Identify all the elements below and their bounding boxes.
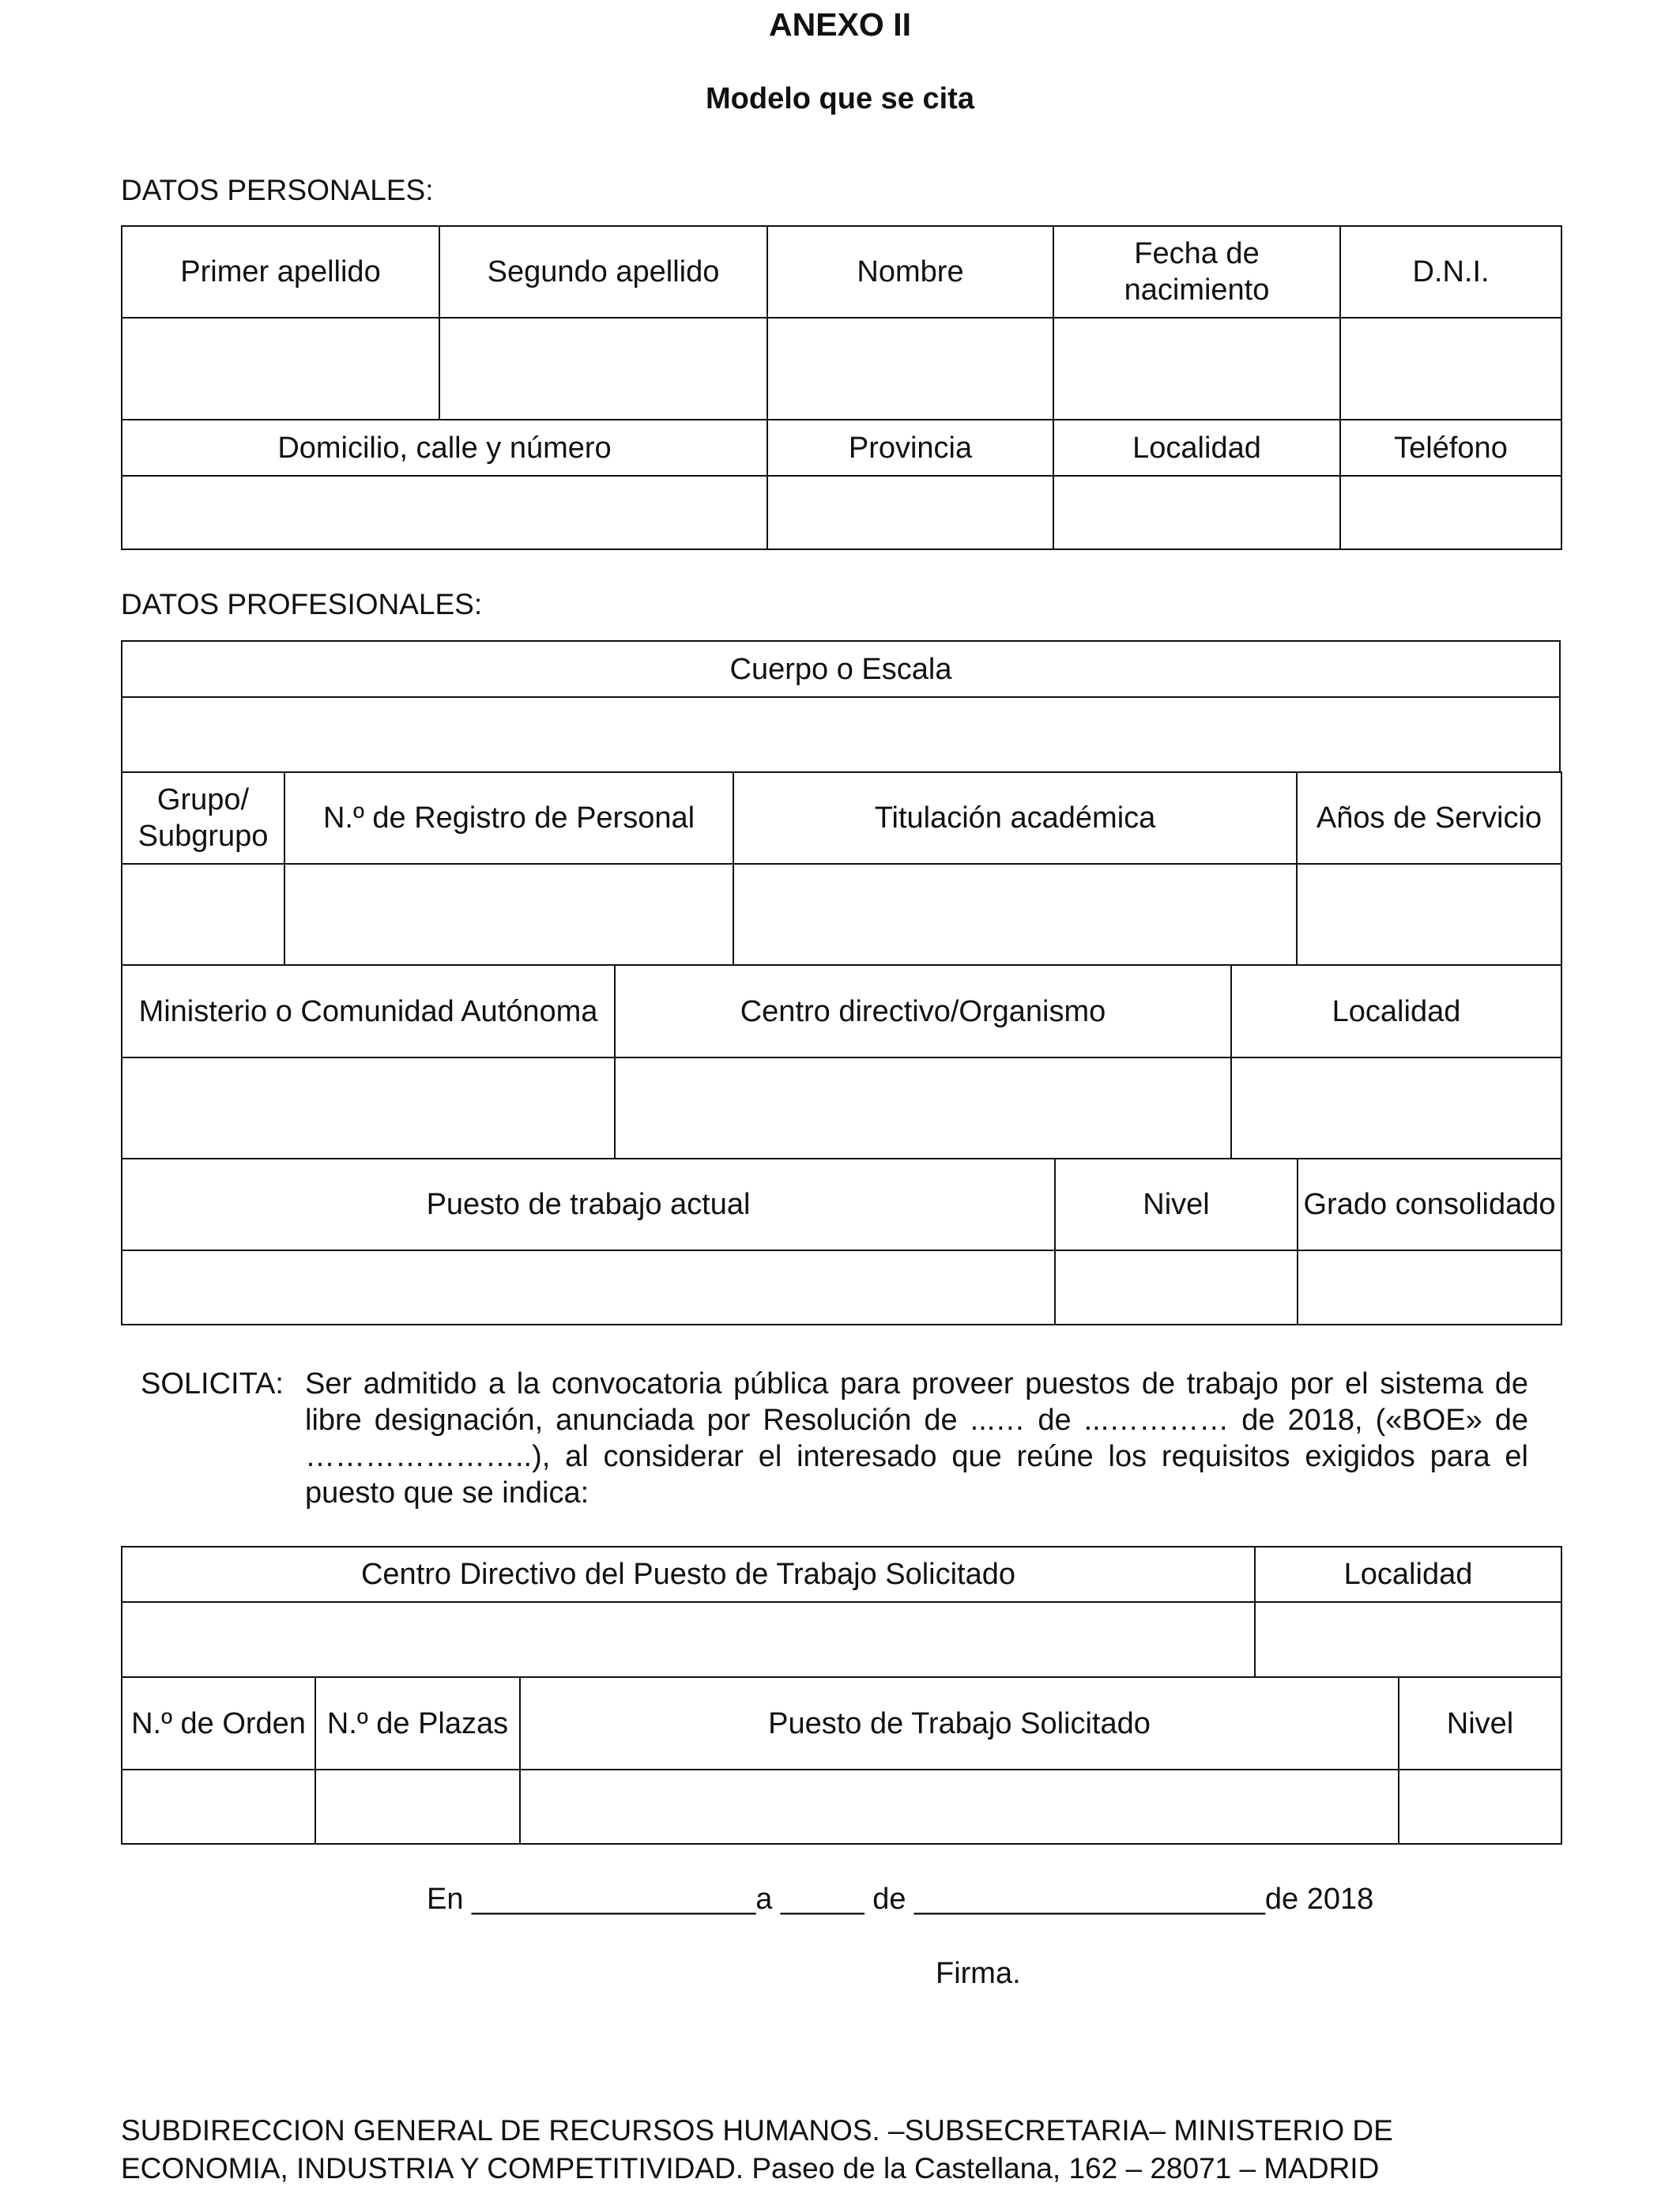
input-centro-solicitado[interactable]	[122, 1602, 1255, 1677]
input-localidad[interactable]	[1053, 476, 1340, 549]
header-primer-apellido: Primer apellido	[122, 226, 439, 318]
input-nivel[interactable]	[1055, 1250, 1298, 1325]
input-puesto-actual[interactable]	[122, 1250, 1055, 1325]
solicita-text: Ser admitido a la convocatoria pública para proveer puestos de trabajo por el sistema de libre designación, anunciada por Resolución de ...… de ...………… de 2018, («BOE» de …………………..), al considerar el interesado que reúne los requisitos exigidos para el puesto que se indica:	[305, 1367, 1528, 1510]
header-nombre: Nombre	[767, 226, 1053, 318]
input-numero-orden[interactable]	[122, 1770, 315, 1844]
personal-data-table	[121, 225, 1562, 550]
professional-data-table-puesto	[121, 1158, 1562, 1325]
header-domicilio: Domicilio, calle y número	[122, 420, 767, 476]
input-anos-servicio[interactable]	[1297, 864, 1561, 965]
input-registro-personal[interactable]	[284, 864, 733, 965]
input-fecha-nacimiento[interactable]	[1053, 318, 1340, 420]
input-grupo-subgrupo[interactable]	[122, 864, 284, 965]
input-numero-plazas[interactable]	[315, 1770, 520, 1844]
document-subtitle: Modelo que se cita	[706, 82, 974, 115]
header-puesto-solicitado: Puesto de Trabajo Solicitado	[520, 1677, 1399, 1770]
professional-data-table-ministerio	[121, 964, 1562, 1159]
input-nombre[interactable]	[767, 318, 1053, 420]
input-dni[interactable]	[1340, 318, 1561, 420]
header-localidad: Localidad	[1053, 420, 1340, 476]
header-centro-solicitado: Centro Directivo del Puesto de Trabajo Solicitado	[122, 1547, 1255, 1602]
header-telefono: Teléfono	[1340, 420, 1561, 476]
input-telefono[interactable]	[1340, 476, 1561, 549]
header-fecha-nacimiento: Fecha de nacimiento	[1053, 226, 1340, 318]
header-titulacion: Titulación académica	[733, 772, 1297, 864]
professional-data-heading: DATOS PROFESIONALES:	[121, 588, 483, 620]
header-centro-directivo: Centro directivo/Organismo	[615, 965, 1231, 1057]
header-grupo-subgrupo: Grupo/ Subgrupo	[122, 772, 284, 864]
header-ministerio: Ministerio o Comunidad Autónoma	[122, 965, 615, 1057]
header-segundo-apellido: Segundo apellido	[439, 226, 767, 318]
header-anos-servicio: Años de Servicio	[1297, 772, 1561, 864]
footer-address: SUBDIRECCION GENERAL DE RECURSOS HUMANOS. –SUBSECRETARIA– MINISTERIO DE ECONOMIA, INDUSTRIA Y COMPETITIVIDAD. Paseo de la Castellana, 162 – 28071 – MADRID	[121, 2114, 1393, 2185]
header-nivel-solicitado: Nivel	[1399, 1677, 1561, 1770]
header-provincia: Provincia	[767, 420, 1053, 476]
input-grado-consolidado[interactable]	[1298, 1250, 1561, 1325]
header-cuerpo-escala: Cuerpo o Escala	[122, 641, 1560, 697]
header-puesto-actual: Puesto de trabajo actual	[122, 1159, 1055, 1250]
requested-puesto-table	[121, 1676, 1562, 1845]
place-date-line[interactable]: En _________________a _____ de _____________________de 2018	[427, 1883, 1374, 1916]
firma-label: Firma.	[936, 1957, 1021, 1990]
professional-data-table-registro	[121, 771, 1562, 966]
input-nivel-solicitado[interactable]	[1399, 1770, 1561, 1844]
solicita-label: SOLICITA:	[141, 1367, 284, 1400]
input-centro-directivo[interactable]	[615, 1057, 1231, 1159]
personal-data-heading: DATOS PERSONALES:	[121, 174, 434, 206]
header-registro-personal: N.º de Registro de Personal	[284, 772, 733, 864]
input-localidad-solicitada[interactable]	[1255, 1602, 1561, 1677]
header-dni: D.N.I.	[1340, 226, 1561, 318]
requested-centro-table	[121, 1546, 1562, 1678]
input-titulacion[interactable]	[733, 864, 1297, 965]
header-grado-consolidado: Grado consolidado	[1298, 1159, 1561, 1250]
input-provincia[interactable]	[767, 476, 1053, 549]
header-localidad-profesional: Localidad	[1231, 965, 1561, 1057]
header-localidad-solicitada: Localidad	[1255, 1547, 1561, 1602]
input-primer-apellido[interactable]	[122, 318, 439, 420]
input-cuerpo-escala[interactable]	[122, 697, 1560, 772]
document-title: ANEXO II	[769, 6, 911, 43]
header-numero-orden: N.º de Orden	[122, 1677, 315, 1770]
input-segundo-apellido[interactable]	[439, 318, 767, 420]
input-puesto-solicitado[interactable]	[520, 1770, 1399, 1844]
professional-data-table-cuerpo	[121, 640, 1561, 773]
input-localidad-profesional[interactable]	[1231, 1057, 1561, 1159]
header-nivel: Nivel	[1055, 1159, 1298, 1250]
header-numero-plazas: N.º de Plazas	[315, 1677, 520, 1770]
input-ministerio[interactable]	[122, 1057, 615, 1159]
input-domicilio[interactable]	[122, 476, 767, 549]
